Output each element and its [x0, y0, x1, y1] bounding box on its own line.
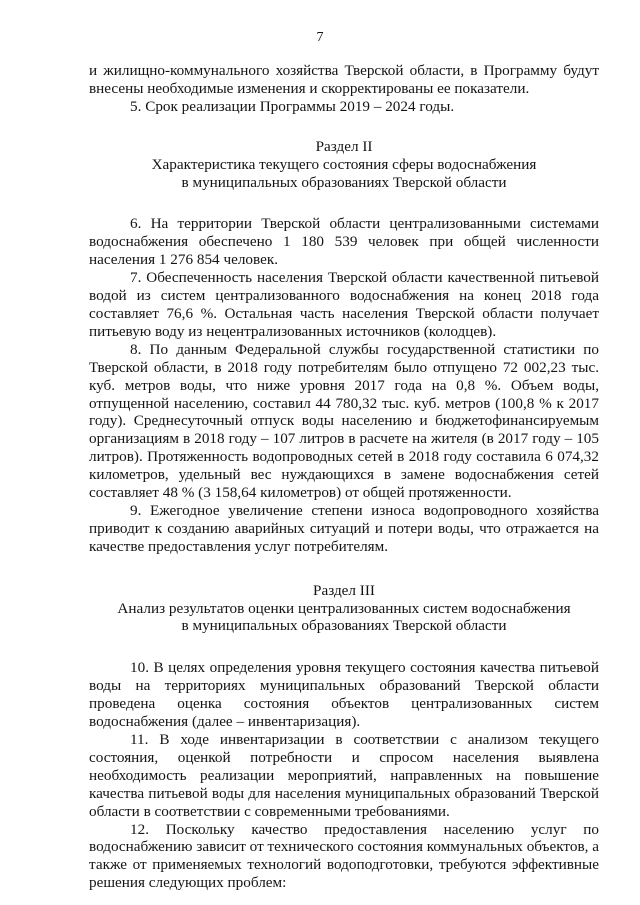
section-3-heading: Раздел III	[313, 581, 375, 599]
section-3-header	[89, 582, 599, 636]
section-2-title-line-2: в муниципальных образованиях Тверской области	[181, 173, 507, 191]
section-3-title-line-2: в муниципальных образованиях Тверской области	[181, 617, 507, 635]
paragraph-7: 7. Обеспеченность населения Тверской области качественной питьевой водой из систем централизованного водоснабжения на конец 2018 года составляет 76,6 %. Остальная часть населения Тверской области получает питьевую воду из нецентрализованных источников (колодцев).	[89, 269, 599, 340]
paragraph-9: 9. Ежегодное увеличение степени износа водопроводного хозяйства приводит к созданию аварийных ситуаций и потери воды, что отражается на качестве предоставления услуг потребителям.	[89, 501, 599, 555]
paragraph-6: 6. На территории Тверской области централизованными системами водоснабжения обеспечено 1 180 539 человек при общей численности населения 1 276 854 человек.	[89, 215, 599, 269]
section-2-header	[89, 138, 599, 192]
section-2-heading: Раздел II	[315, 137, 373, 155]
section-3-body	[89, 659, 599, 892]
paragraph-10: 10. В целях определения уровня текущего состояния качества питьевой воды на территориях муниципальных образований Тверской области проведена оценка состояния объектов централизованных систем водоснабжения (далее – инвентаризация).	[89, 659, 599, 731]
item-5: 5. Срок реализации Программы 2019 – 2024 годы.	[130, 97, 455, 115]
section-2-body	[89, 215, 599, 555]
page-number: 7	[316, 30, 324, 45]
paragraph-12: 12. Поскольку качество предоставления населению услуг по водоснабжению зависит от технического состояния коммунальных объектов, а также от применяемых технологий водоподготовки, требуются эффективные решения следующих проблем:	[89, 820, 599, 892]
page-content	[89, 62, 599, 892]
paragraph-8: 8. По данным Федеральной службы государственной статистики по Тверской области, в 2018 году потребителям было отпущено 72 002,23 тыс. куб. метров воды, что ниже уровня 2017 года на 0,8 %. Объем воды, отпущенной населению, составил 44 780,32 тыс. куб. метров (100,8 % к 2017 году). Среднесуточный отпуск воды населению и бюджетофинансируемым организациям в 2018 году – 107 литров в расчете на жителя (в 2017 году – 105 литров). Протяженность водопроводных сетей в 2018 году составила 6 074,32 километров, удельный вес нуждающихся в замене водоснабжения сетей составляет 48 % (3 158,64 километров) от общей протяженности.	[89, 340, 599, 502]
intro-continuation: и жилищно-коммунального хозяйства Тверской области, в Программу будут внесены необходимые изменения и скорректированы ее показатели.	[89, 62, 599, 97]
section-2-title-line-1: Характеристика текущего состояния сферы водоснабжения	[151, 155, 537, 173]
section-3-title-line-1: Анализ результатов оценки централизованных систем водоснабжения	[117, 599, 571, 617]
paragraph-11: 11. В ходе инвентаризации в соответствии с анализом текущего состояния, оценкой потребности и спросом населения выявлена необходимость реализации мероприятий, направленных на повышение качества питьевой воды для населения муниципальных образований Тверской области в соответствии с современными требованиями.	[89, 731, 599, 820]
